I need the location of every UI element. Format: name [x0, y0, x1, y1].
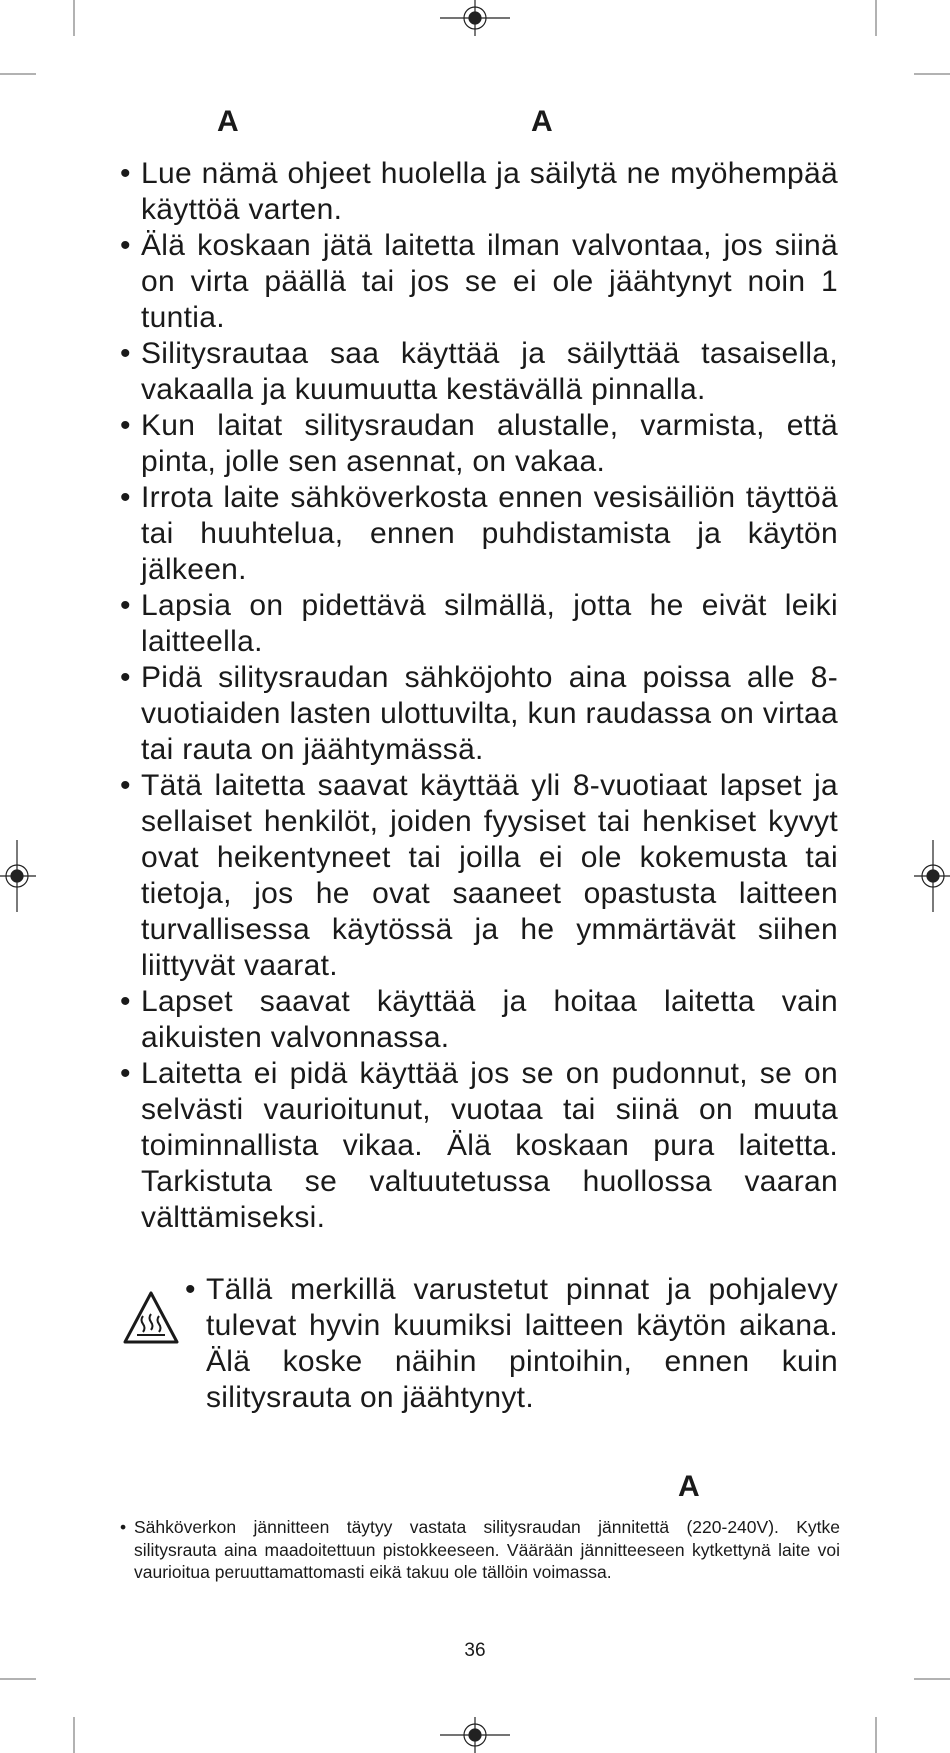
- heading-letter-left: A: [217, 105, 239, 138]
- instruction-item: [120, 156, 838, 228]
- bullet-dot: •: [185, 1273, 196, 1306]
- instruction-item: [120, 1056, 838, 1236]
- registration-mark-bottom: [440, 1717, 510, 1753]
- instruction-text: Pidä silitysraudan sähköjohto aina poissa alle 8-vuotiaiden lasten ulottuvilta, kun raudassa on virtaa tai rauta on jäähtymässä.: [141, 661, 838, 766]
- bullet-dot: •: [120, 337, 131, 370]
- instruction-text: Tätä laitetta saavat käyttää yli 8-vuotiaat lapset ja sellaiset henkilöt, joiden fyysiset tai henkiset kyvyt ovat heikentyneet tai joilla ei ole kokemusta tai tietoja, jos he ovat saaneet opastusta laitteen turvallisessa käytössä ja he ymmärtävät siihen liittyvät vaarat.: [141, 769, 838, 982]
- bullet-dot: •: [120, 157, 131, 190]
- bullet-dot: •: [120, 229, 131, 262]
- instruction-text: Lapsia on pidettävä silmällä, jotta he eivät leiki laitteella.: [141, 589, 838, 658]
- section-heading-letter: A: [678, 1470, 700, 1503]
- instruction-item: [120, 984, 838, 1056]
- instruction-text: Älä koskaan jätä laitetta ilman valvontaa, jos siinä on virta päällä tai jos se ei ole jäähtynyt noin 1 tuntia.: [141, 229, 838, 334]
- instruction-text: Silitysrautaa saa käyttää ja säilyttää tasaisella, vakaalla ja kuumuutta kestävällä pinnalla.: [141, 337, 838, 406]
- instruction-text: Irrota laite sähköverkosta ennen vesisäiliön täyttöä tai huuhtelua, ennen puhdistamista ja käytön jälkeen.: [141, 481, 838, 586]
- warning-text: Tällä merkillä varustetut pinnat ja pohjalevy tulevat hyvin kuumiksi laitteen käytön aikana. Älä koske näihin pintoihin, ennen kuin silitysrauta on jäähtynyt.: [206, 1273, 838, 1414]
- bullet-dot: •: [120, 589, 131, 622]
- page-number: 36: [464, 1640, 486, 1661]
- instruction-text: Lapset saavat käyttää ja hoitaa laitetta vain aikuisten valvonnassa.: [141, 985, 838, 1054]
- instruction-text: Laitetta ei pidä käyttää jos se on pudonnut, se on selvästi vaurioitunut, vuotaa tai siinä on muuta toiminnallista vikaa. Älä koskaan pura laitetta. Tarkistuta se valtuutetussa huollossa vaaran välttämiseksi.: [141, 1057, 838, 1234]
- registration-mark-right: [914, 840, 950, 912]
- registration-mark-top: [440, 0, 510, 36]
- instruction-text: Kun laitat silitysraudan alustalle, varmista, että pinta, jolle sen asennat, on vakaa.: [141, 409, 838, 478]
- bullet-dot: •: [120, 769, 131, 802]
- bullet-dot: •: [120, 481, 131, 514]
- bullet-dot: •: [120, 661, 131, 694]
- instruction-item: [120, 228, 838, 336]
- safety-instructions-list: [120, 156, 838, 1236]
- heading-letter-right: A: [531, 105, 553, 138]
- electrical-note: [120, 1516, 840, 1584]
- hot-surface-warning: [120, 1272, 838, 1416]
- electrical-note-text: Sähköverkon jännitteen täytyy vastata silitysraudan jännitettä (220-240V). Kytke silitysrauta aina maadoitettuun pistokkeeseen. Väärään jännitteeseen kytkettynä laite voi vaurioitua peruuttamattomasti eikä takuu ole tällöin voimassa.: [134, 1517, 840, 1582]
- warning-text-block: [185, 1272, 838, 1416]
- bullet-dot: •: [120, 1517, 127, 1537]
- instruction-item: [120, 408, 838, 480]
- instruction-item: [120, 768, 838, 984]
- bullet-dot: •: [120, 985, 131, 1018]
- instruction-item: [120, 336, 838, 408]
- bullet-dot: •: [120, 1057, 131, 1090]
- instruction-item: [120, 660, 838, 768]
- bullet-dot: •: [120, 409, 131, 442]
- registration-mark-left: [0, 840, 36, 912]
- instruction-text: Lue nämä ohjeet huolella ja säilytä ne myöhempää käyttöä varten.: [141, 157, 838, 226]
- instruction-item: [120, 480, 838, 588]
- instruction-item: [120, 588, 838, 660]
- hot-surface-warning-icon: [122, 1290, 180, 1346]
